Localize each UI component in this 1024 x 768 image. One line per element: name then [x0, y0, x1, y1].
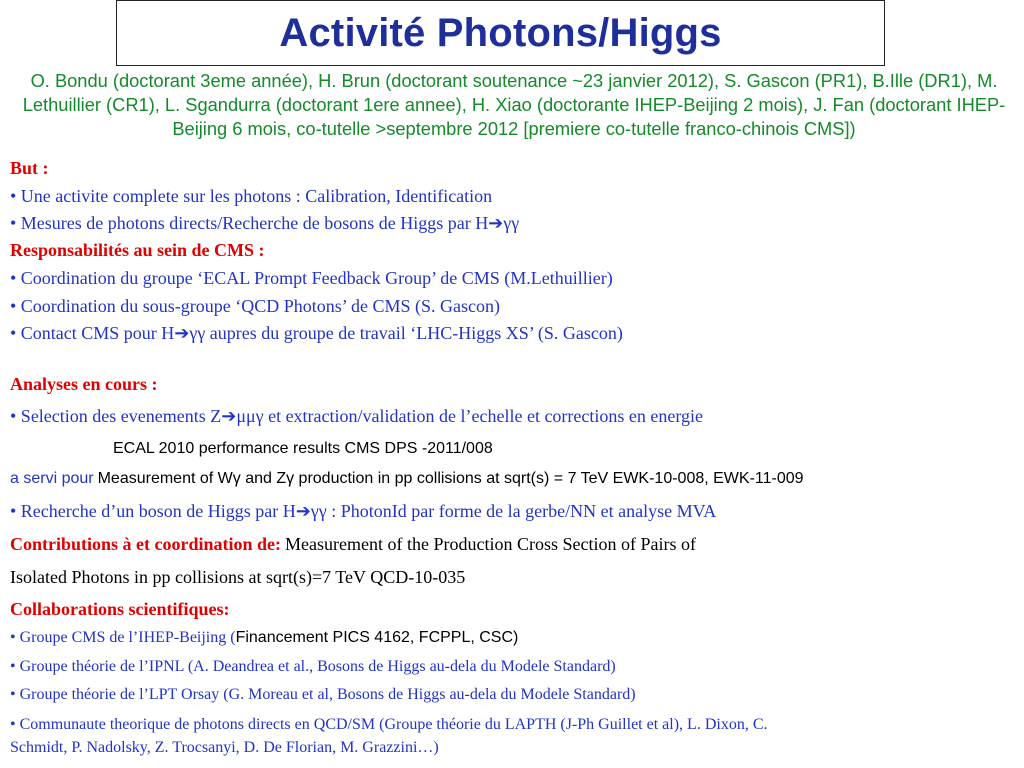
analyses-selection: • Selection des evenements Z➔μμγ et extraction/validation de l’echelle et corrections en energie [10, 406, 704, 426]
responsabilites-item-2: • Coordination du sous-groupe ‘QCD Photons’ de CMS (S. Gascon) [10, 296, 500, 316]
title-box [116, 0, 885, 66]
servi-line [10, 470, 804, 488]
collab-ihep-prefix: • Groupe CMS de l’IHEP-Beijing ( [10, 629, 236, 646]
analyses-heading: Analyses en cours : [10, 374, 158, 394]
contributions-line [10, 534, 696, 555]
collab-lpt: • Groupe théorie de l’LPT Orsay (G. Moreau et al, Bosons de Higgs au-dela du Modele Standard) [10, 686, 636, 703]
responsabilites-item-1: • Coordination du groupe ‘ECAL Prompt Feedback Group’ de CMS (M.Lethuillier) [10, 268, 613, 288]
contributions-text-1: Measurement of the Production Cross Section of Pairs of [285, 534, 696, 554]
ecal-note: ECAL 2010 performance results CMS DPS -2011/008 [113, 440, 493, 457]
servi-prefix: a servi pour [10, 470, 94, 487]
collab-ipnl: • Groupe théorie de l’IPNL (A. Deandrea et al., Bosons de Higgs au-dela du Modele Standard) [10, 658, 616, 675]
collab-ihep-funding: Financement PICS 4162, FCPPL, CSC) [235, 629, 519, 646]
higgs-search: • Recherche d’un boson de Higgs par H➔γγ : PhotonId par forme de la gerbe/NN et analyse MVA [10, 501, 717, 521]
responsabilites-item-3: • Contact CMS pour H➔γγ aupres du groupe de travail ‘LHC-Higgs XS’ (S. Gascon) [10, 323, 623, 343]
slide-title: Activité Photons/Higgs [279, 10, 722, 55]
but-heading: But : [10, 158, 49, 178]
collab-communaute-2: Schmidt, P. Nadolsky, Z. Trocsanyi, D. De Florian, M. Grazzini…) [10, 739, 439, 756]
collab-ihep [10, 629, 518, 647]
but-item-2: • Mesures de photons directs/Recherche de bosons de Higgs par H➔γγ [10, 213, 520, 233]
collab-communaute-1: • Communaute theorique de photons directs en QCD/SM (Groupe théorie du LAPTH (J-Ph Guillet et al), L. Dixon, C. [10, 716, 768, 733]
servi-text: Measurement of Wγ and Zγ production in pp collisions at sqrt(s) = 7 TeV EWK-10-008, EWK-11-009 [97, 470, 804, 487]
contributions-text-2: Isolated Photons in pp collisions at sqrt(s)=7 TeV QCD-10-035 [10, 567, 466, 587]
contributions-heading: Contributions à et coordination de: [10, 534, 282, 554]
but-item-1: • Une activite complete sur les photons : Calibration, Identification [10, 186, 493, 206]
collaborations-heading: Collaborations scientifiques: [10, 599, 230, 619]
responsabilites-heading: Responsabilités au sein de CMS : [10, 240, 265, 260]
authors-paragraph: O. Bondu (doctorant 3eme année), H. Brun (doctorant soutenance ~23 janvier 2012), S. Gascon (PR1), B.Ille (DR1), M. Lethuillier (CR1), L. Sgandurra (doctorant 1ere annee), H. Xiao (doctorante IHEP-Beijing 2 mois), J. Fan (doctorant IHEP-Beijing 6 mois, co-tutelle >septembre 2012 [premiere co-tutelle franco-chinois CMS]) [22, 70, 1006, 139]
